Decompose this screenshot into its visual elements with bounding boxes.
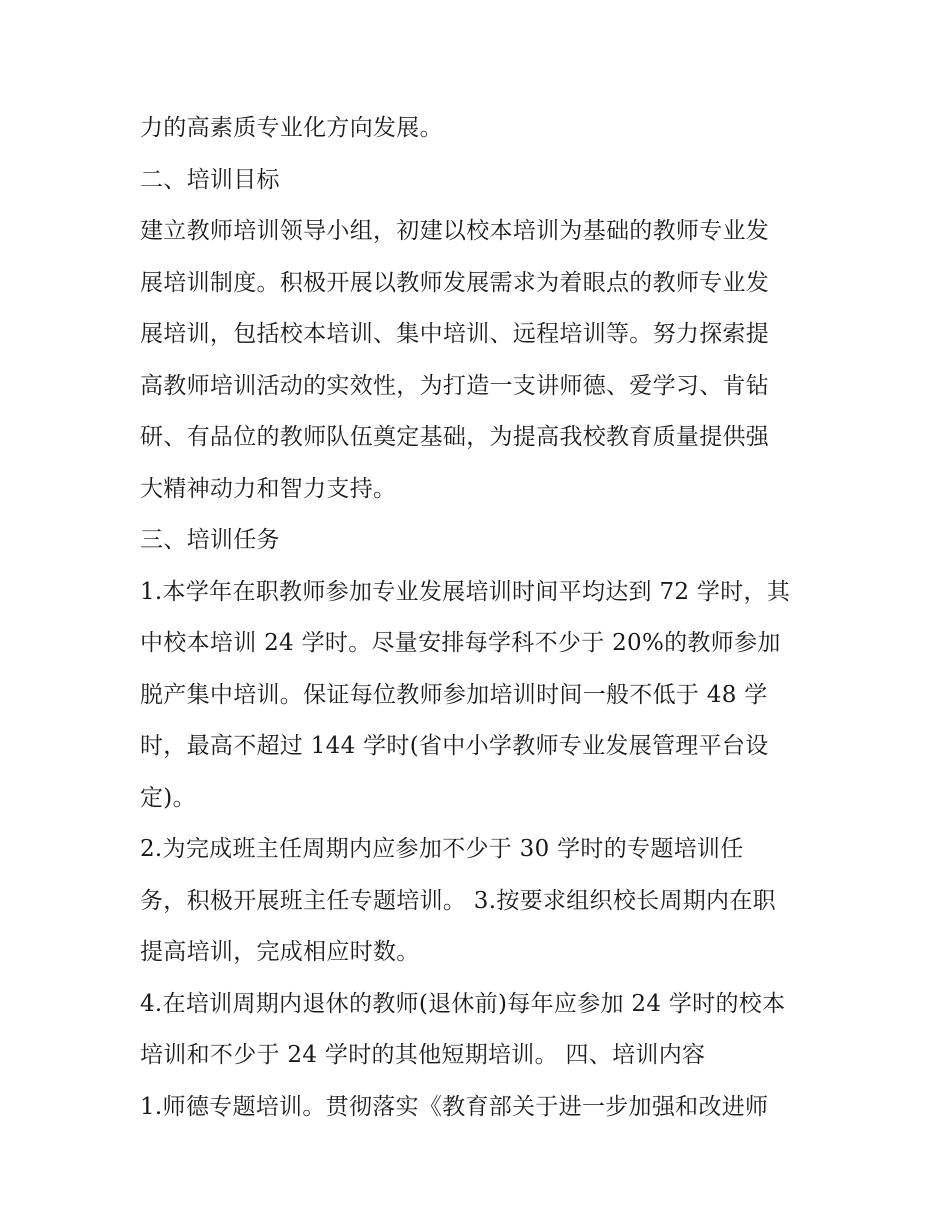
- text-line: 研、有品位的教师队伍奠定基础，为提高我校教育质量提供强: [140, 424, 770, 450]
- text-line: 脱产集中培训。保证每位教师参加培训时间一般不低于 48 学: [140, 681, 768, 708]
- text-line: 1.师德专题培训。贯彻落实《教育部关于进一步加强和改进师: [140, 1093, 769, 1120]
- section-heading-training-tasks: 三、培训任务: [140, 527, 280, 553]
- text-line: 提高培训，完成相应时数。: [140, 939, 420, 965]
- text-line: 展培训制度。积极开展以教师发展需求为着眼点的教师专业发: [140, 269, 770, 296]
- section-heading-training-goals: 二、培训目标: [140, 166, 280, 193]
- text-line: 2.为完成班主任周期内应参加不少于 30 学时的专题培训任: [140, 836, 744, 862]
- text-line: 展培训，包括校本培训、集中培训、远程培训等。努力探索提: [140, 321, 770, 347]
- text-line: 4.在培训周期内退休的教师(退休前)每年应参加 24 学时的校本: [140, 990, 786, 1017]
- text-line: 力的高素质专业化方向发展。: [140, 115, 443, 141]
- text-line: 1.本学年在职教师参加专业发展培训时间平均达到 72 学时，其: [140, 578, 791, 605]
- text-line: 中校本培训 24 学时。尽量安排每学科不少于 20%的教师参加: [140, 630, 781, 656]
- text-line: 建立教师培训领导小组，初建以校本培训为基础的教师专业发: [140, 218, 770, 244]
- text-line: 时，最高不超过 144 学时(省中小学教师专业发展管理平台设: [140, 733, 769, 759]
- text-line: 高教师培训活动的实效性，为打造一支讲师德、爱学习、肯钻: [140, 372, 770, 399]
- text-line: 定)。: [140, 784, 196, 811]
- text-line: 大精神动力和智力支持。: [140, 475, 397, 502]
- text-line: 培训和不少于 24 学时的其他短期培训。 四、培训内容: [140, 1042, 706, 1068]
- text-line: 务，积极开展班主任专题培训。 3.按要求组织校长周期内在职: [140, 887, 776, 914]
- document-body: [140, 103, 820, 1133]
